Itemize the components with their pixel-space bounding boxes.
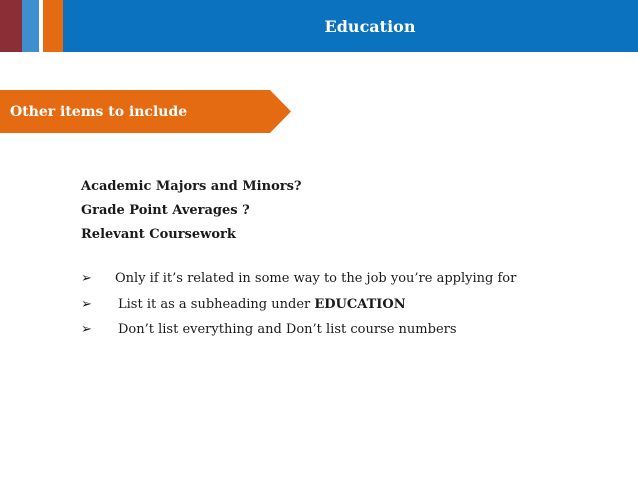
- bullet-text-before: List it as a subheading under: [118, 297, 315, 312]
- section-banner: [0, 90, 291, 133]
- header-stripe-orange: [43, 0, 63, 52]
- arrow-bullet-icon: ➢: [81, 271, 92, 286]
- heading-majors-minors: Academic Majors and Minors?: [81, 179, 302, 194]
- arrow-bullet-icon: ➢: [81, 297, 92, 312]
- arrow-bullet-icon: ➢: [81, 322, 92, 337]
- bullet-text: Don’t list everything and Don’t list course numbers: [118, 322, 457, 337]
- heading-relevant-coursework: Relevant Coursework: [81, 227, 236, 242]
- bullet-text: Only if it’s related in some way to the job you’re applying for: [115, 271, 517, 286]
- header-stripe-blue: [22, 0, 39, 52]
- header-stripe-red: [0, 0, 22, 52]
- bullet-text: [118, 297, 406, 312]
- heading-gpa: Grade Point Averages ?: [81, 203, 250, 218]
- slide-title: Education: [324, 17, 416, 36]
- bullet-text-bold: EDUCATION: [314, 297, 406, 312]
- header-bar: [0, 0, 638, 52]
- banner-label: Other items to include: [10, 104, 188, 120]
